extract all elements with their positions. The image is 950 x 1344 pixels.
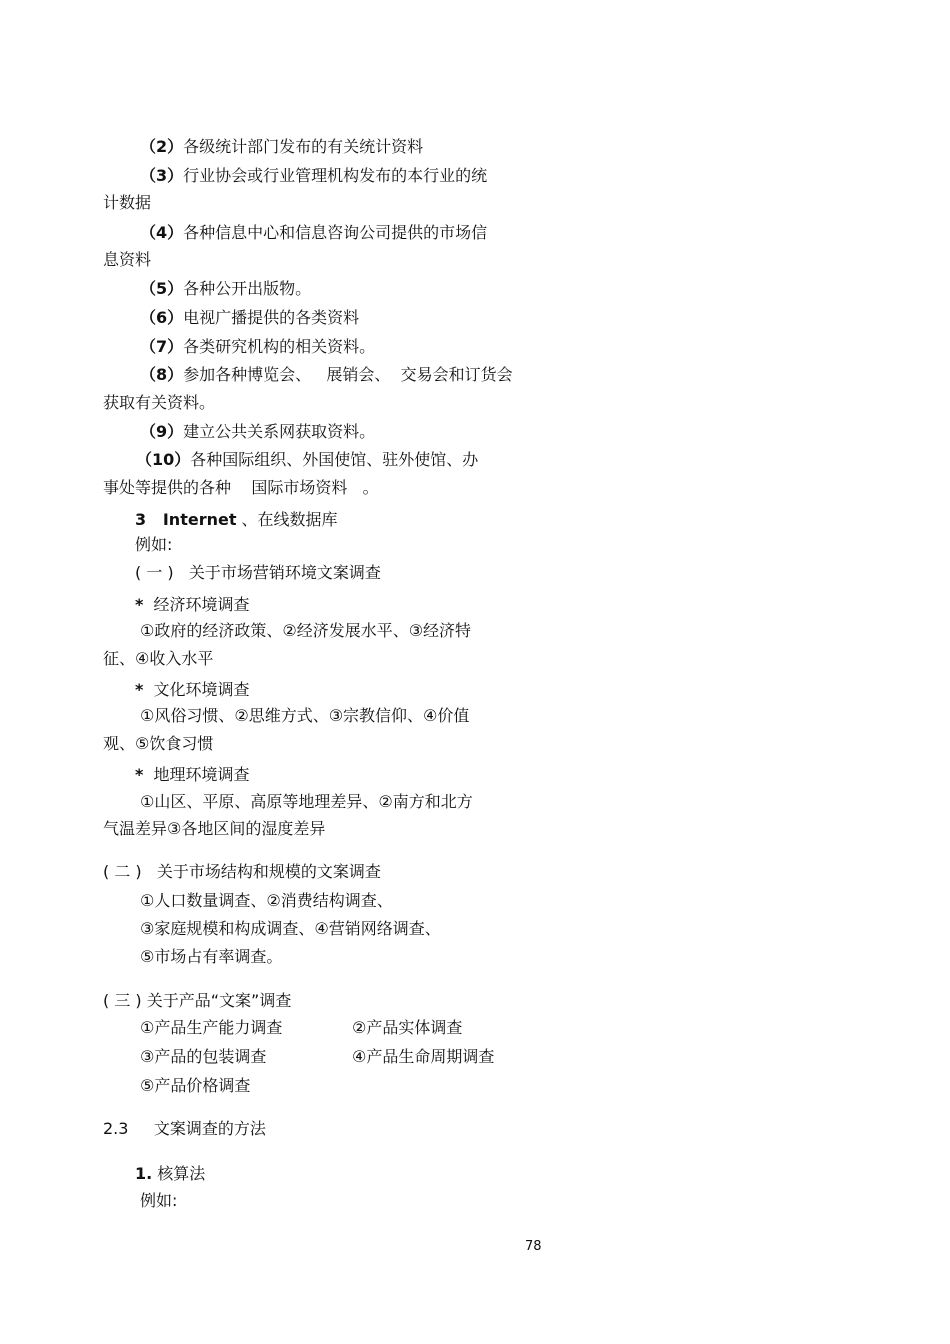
page-number: 78 bbox=[525, 1239, 542, 1254]
text-line: 事处等提供的各种 国际市场资料 。 bbox=[103, 478, 379, 497]
text-line: 计数据 bbox=[103, 193, 152, 212]
text-line: ⑤产品价格调查 bbox=[140, 1076, 251, 1095]
text-line: ①政府的经济政策、②经济发展水平、③经济特 bbox=[140, 621, 472, 640]
text-line: ①风俗习惯、②思维方式、③宗教信仰、④价值 bbox=[140, 706, 470, 725]
text-line: ⑤市场占有率调查。 bbox=[140, 947, 283, 966]
section-heading: 2.3 文案调查的方法 bbox=[103, 1119, 266, 1138]
text-line: 例如: bbox=[135, 535, 173, 554]
text-line: ①产品生产能力调查 bbox=[140, 1018, 283, 1037]
list-item: （10）各种国际组织、外国使馆、驻外使馆、办 bbox=[136, 450, 479, 469]
text-line: 观、⑤饮食习惯 bbox=[103, 734, 214, 753]
list-item: （7）各类研究机构的相关资料。 bbox=[140, 337, 376, 356]
text-line: 获取有关资料。 bbox=[103, 393, 216, 412]
text-line: 气温差异③各地区间的湿度差异 bbox=[103, 819, 326, 838]
list-item: （2）各级统计部门发布的有关统计资料 bbox=[140, 137, 424, 156]
list-item: （6）电视广播提供的各类资料 bbox=[140, 308, 360, 327]
text-line: 例如: bbox=[140, 1191, 178, 1210]
text-line: ④产品生命周期调查 bbox=[352, 1047, 495, 1066]
list-item: （3）行业协会或行业管理机构发布的本行业的统 bbox=[140, 166, 488, 185]
text-line: ①人口数量调查、②消费结构调查、 bbox=[140, 891, 393, 910]
list-item: （8）参加各种博览会、 展销会、 交易会和订货会 bbox=[140, 365, 513, 384]
bullet-item: * 地理环境调查 bbox=[135, 765, 250, 784]
text-line: 征、④收入水平 bbox=[103, 649, 214, 668]
list-item: （4）各种信息中心和信息咨询公司提供的市场信 bbox=[140, 223, 488, 242]
text-line: ①山区、平原、高原等地理差异、②南方和北方 bbox=[140, 792, 473, 811]
bullet-item: * 经济环境调查 bbox=[135, 595, 250, 614]
text-line: ③家庭规模和构成调查、④营销网络调查、 bbox=[140, 919, 441, 938]
list-item: （5）各种公开出版物。 bbox=[140, 279, 312, 298]
list-item: 1. 核算法 bbox=[135, 1164, 206, 1183]
text-line: ②产品实体调查 bbox=[352, 1018, 463, 1037]
section-heading: ( 一 ) 关于市场营销环境文案调查 bbox=[135, 563, 381, 582]
list-item: （9）建立公共关系网获取资料。 bbox=[140, 422, 376, 441]
section-heading: ( 三 ) 关于产品“文案”调查 bbox=[103, 991, 292, 1010]
text-line: 息资料 bbox=[103, 250, 152, 269]
text-line: ③产品的包装调查 bbox=[140, 1047, 267, 1066]
bullet-item: * 文化环境调查 bbox=[135, 680, 250, 699]
section-heading: ( 二 ) 关于市场结构和规模的文案调查 bbox=[103, 862, 381, 881]
section-heading: 3 Internet 、在线数据库 bbox=[135, 510, 338, 529]
